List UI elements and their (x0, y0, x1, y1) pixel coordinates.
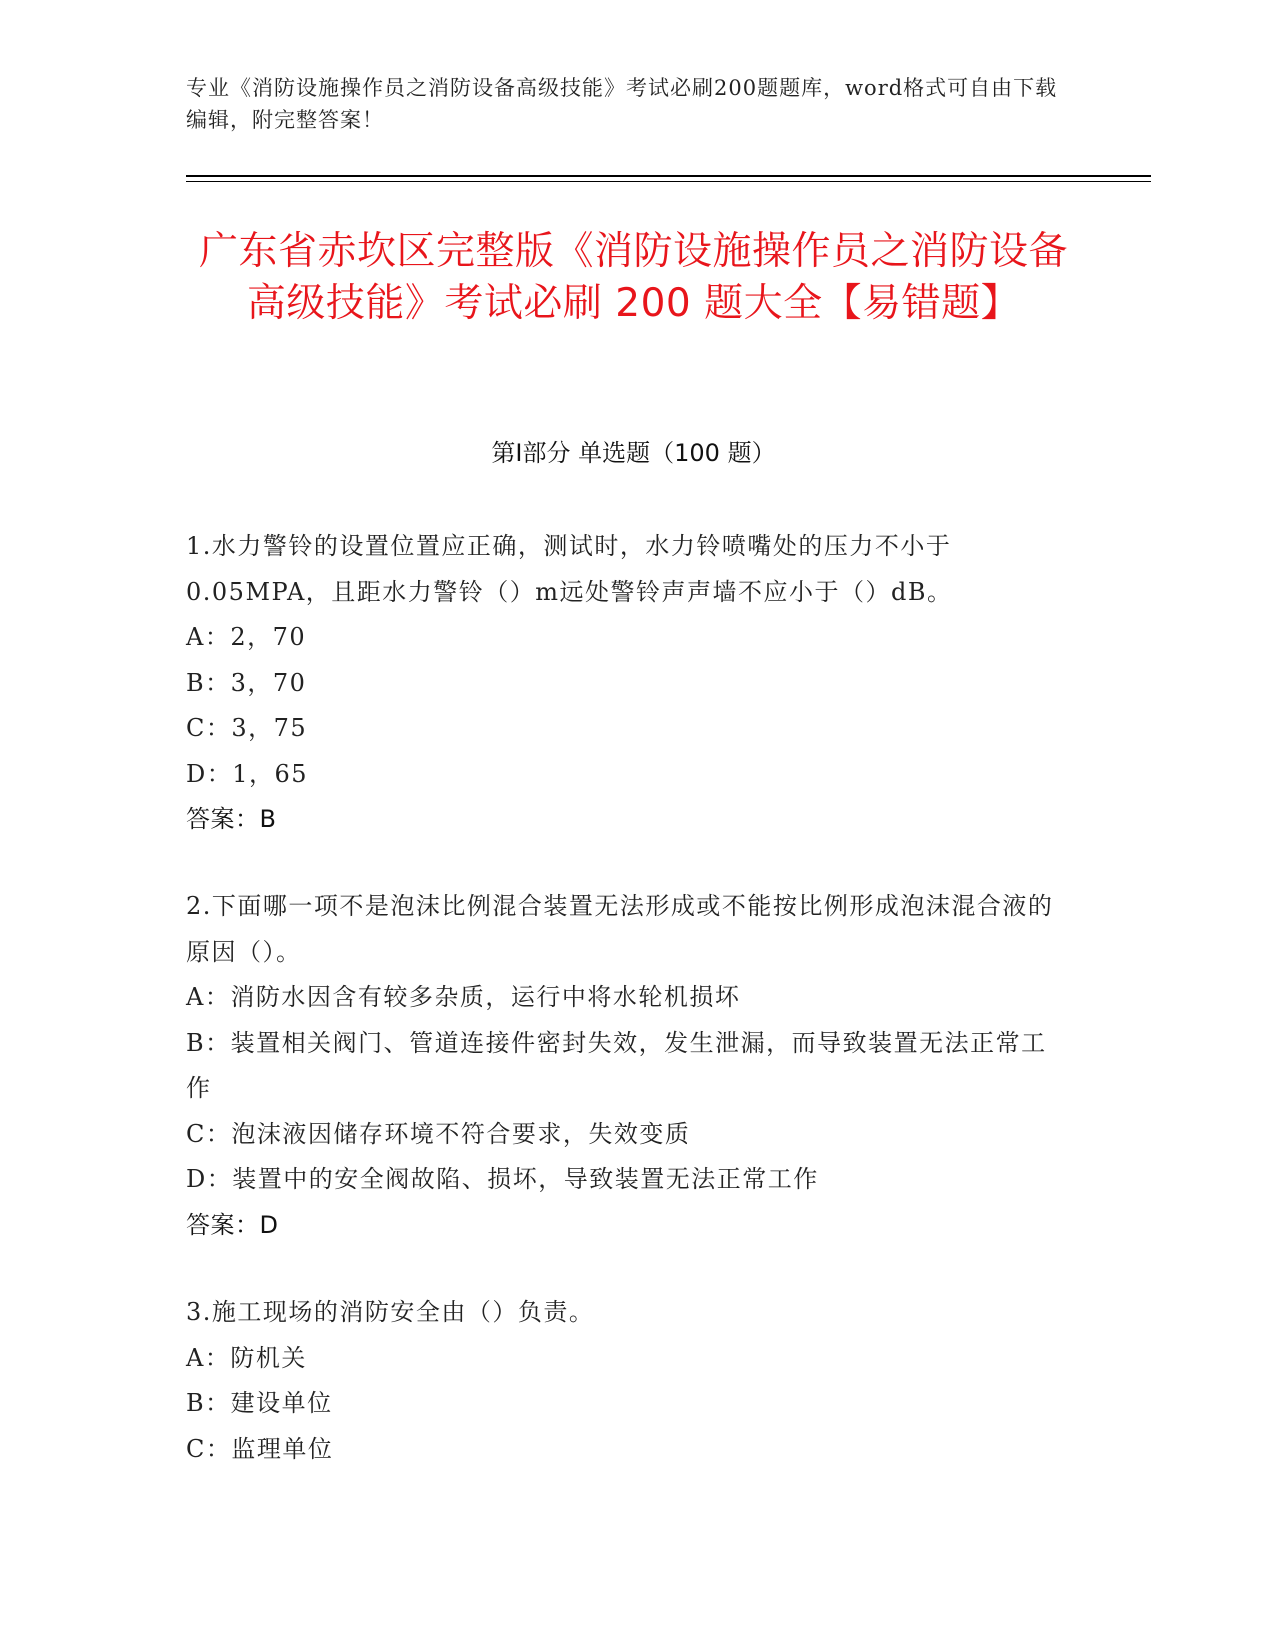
option-c: C：监理单位 (186, 1434, 334, 1463)
question-2 (186, 884, 1066, 1248)
header-rule-thick (186, 175, 1151, 177)
header-rule-thin (186, 181, 1151, 182)
option-c: C：泡沫液因储存环境不符合要求，失效变质 (186, 1119, 691, 1148)
question-stem: 2.下面哪一项不是泡沫比例混合装置无法形成或不能按比例形成泡沫混合液的原因（）。 (186, 892, 1054, 966)
question-stem: 3.施工现场的消防安全由（）负责。 (186, 1298, 595, 1326)
option-d: D：装置中的安全阀故陷、损坏，导致装置无法正常工作 (186, 1165, 819, 1193)
option-b: B：3，70 (186, 668, 307, 697)
question-stem: 1.水力警铃的设置位置应正确，测试时，水力铃喷嘴处的压力不小于0.05MPA，且距水力警铃（）m远处警铃声声墙不应小于（）dB。 (186, 532, 953, 606)
answer-label: 答案：B (186, 805, 277, 833)
section-title: 第Ⅰ部分 单选题（100 题） (491, 439, 776, 467)
option-d: D：1，65 (186, 759, 309, 788)
document-title: 广东省赤坎区完整版《消防设施操作员之消防设备高级技能》考试必刷 200 题大全【易错题】 (198, 229, 1068, 326)
question-3 (186, 1290, 1066, 1472)
option-a: A：防机关 (186, 1343, 307, 1372)
header-note: 专业《消防设施操作员之消防设备高级技能》考试必刷200题题库，word格式可自由下载编辑，附完整答案！ (186, 76, 1058, 132)
option-b: B：建设单位 (186, 1389, 333, 1417)
answer-label: 答案：D (186, 1210, 279, 1239)
question-1 (186, 524, 1066, 843)
option-a: A：消防水因含有较多杂质，运行中将水轮机损坏 (186, 983, 741, 1011)
option-a: A：2，70 (186, 623, 307, 651)
option-b: B：装置相关阀门、管道连接件密封失效，发生泄漏，而导致装置无法正常工作 (186, 1028, 1047, 1102)
option-c: C：3，75 (186, 714, 308, 742)
